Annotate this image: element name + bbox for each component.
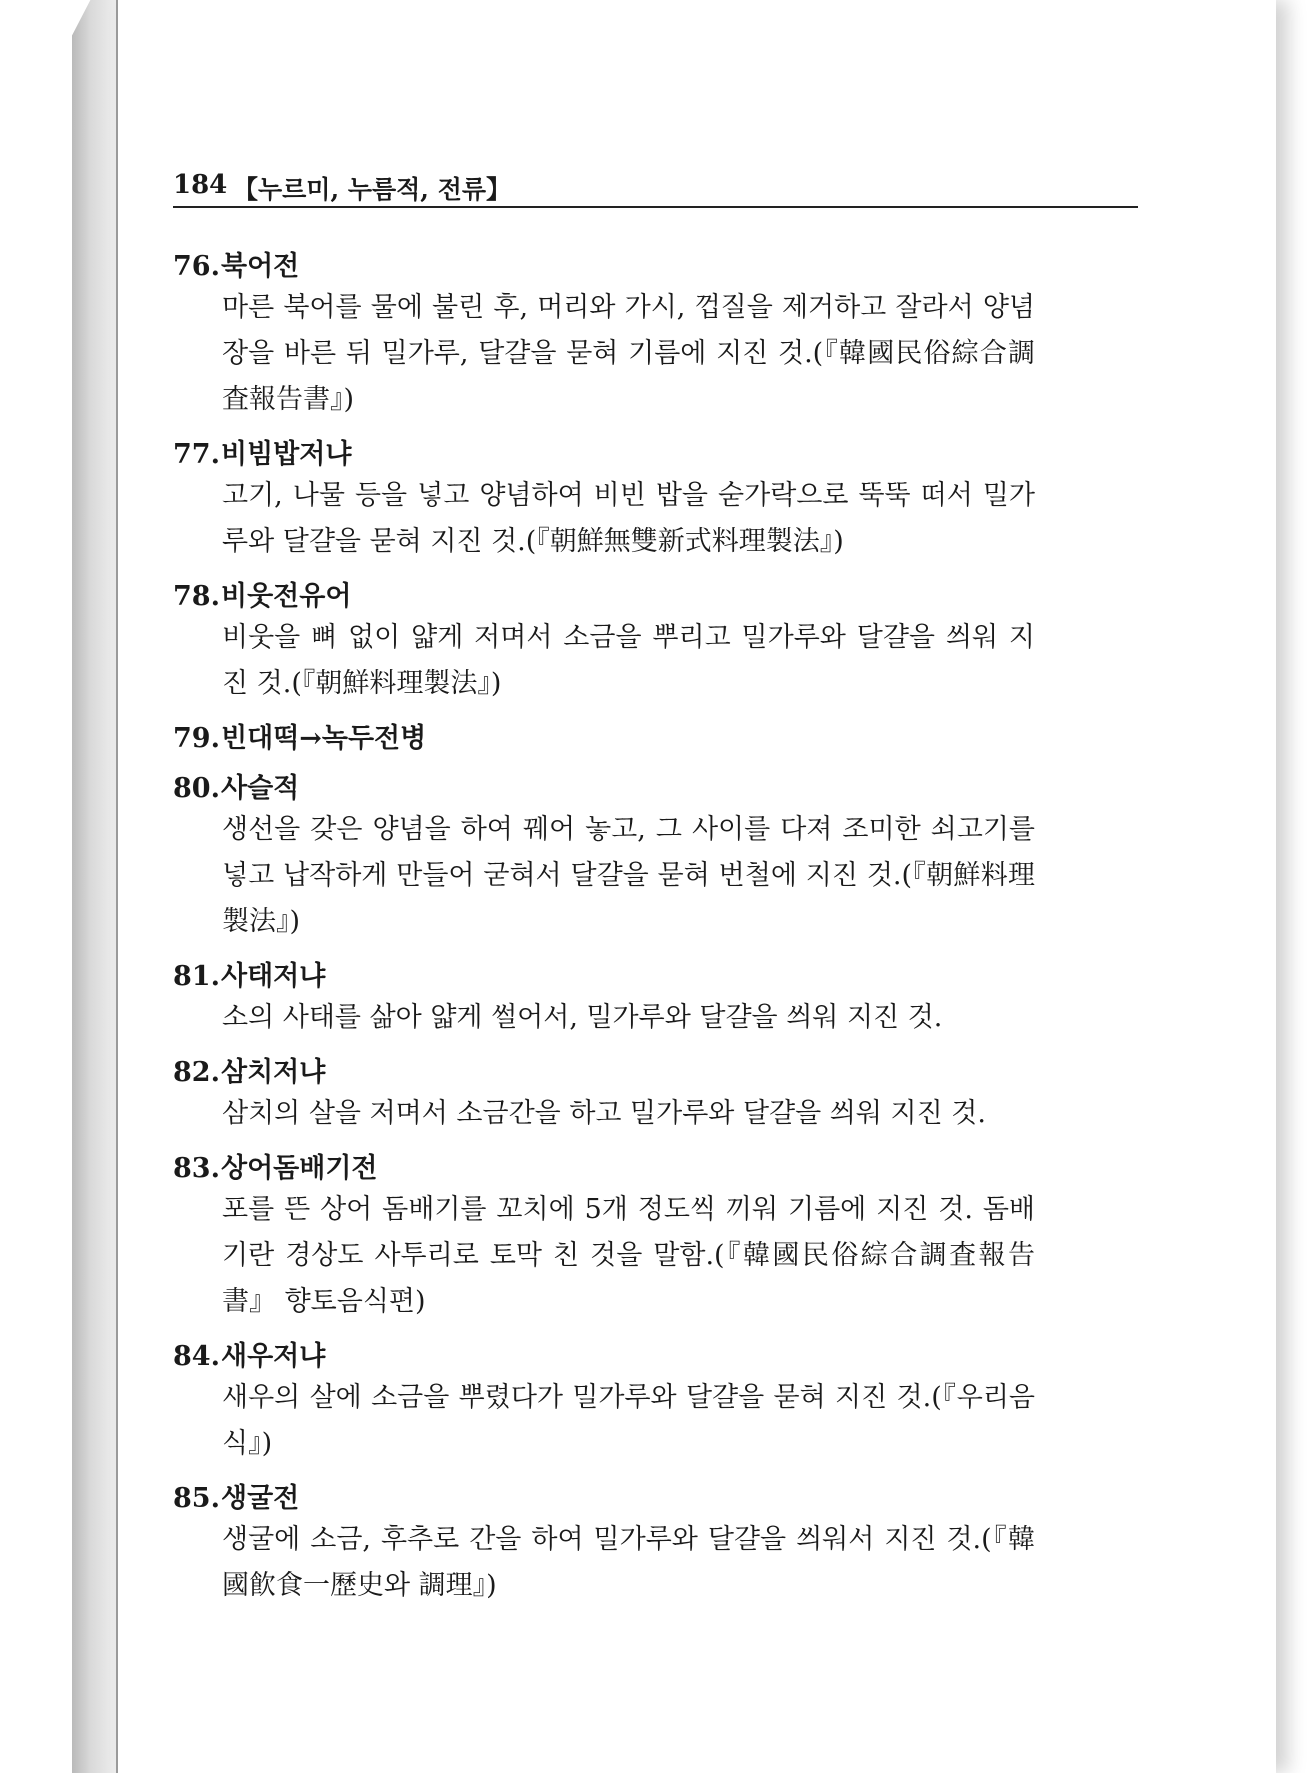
entry-title [173, 770, 1138, 807]
entry-name: 사슬적 [221, 773, 300, 804]
entry-number: 84. [173, 1341, 220, 1372]
entry-description: 포를 뜬 상어 돔배기를 꼬치에 5개 정도씩 끼워 기름에 지진 것. 돔배기란 경상도 사투리로 토막 친 것을 말함.(『韓國民俗綜合調査報告書』 향토음식편) [222, 1194, 1035, 1317]
page-number: 184 [173, 170, 228, 200]
entry-description: 삼치의 살을 저며서 소금간을 하고 밀가루와 달걀을 씌워 지진 것. [222, 1098, 986, 1129]
entry-title [173, 958, 1138, 995]
list-item [173, 1338, 1138, 1467]
entry-name: 빈대떡→녹두전병 [221, 723, 427, 754]
entry-name: 생굴전 [221, 1483, 300, 1514]
entry-title [173, 1054, 1138, 1091]
entry-number: 80. [173, 773, 220, 804]
entry-title [173, 248, 1138, 285]
entry-title [173, 578, 1138, 615]
entry-name: 사태저냐 [221, 961, 326, 992]
entry-name: 북어전 [221, 251, 300, 282]
list-item [173, 1150, 1138, 1325]
entry-description: 생선을 갖은 양념을 하여 꿰어 놓고, 그 사이를 다져 조미한 쇠고기를 넣고 납작하게 만들어 굳혀서 달걀을 묻혀 번철에 지진 것.(『朝鮮料理製法』) [222, 814, 1035, 937]
entry-name: 삼치저냐 [221, 1057, 326, 1088]
entry-number: 77. [173, 439, 220, 470]
entry-description: 비웃을 뼈 없이 얇게 저며서 소금을 뿌리고 밀가루와 달걀을 씌워 지진 것.(『朝鮮料理製法』) [222, 622, 1035, 699]
entry-number: 83. [173, 1153, 220, 1184]
entry-title [173, 436, 1138, 473]
list-item [173, 720, 1138, 757]
entry-name: 비빔밥저냐 [221, 439, 352, 470]
list-item [173, 248, 1138, 423]
entry-number: 78. [173, 581, 220, 612]
entry-number: 81. [173, 961, 220, 992]
entry-name: 새우저냐 [221, 1341, 326, 1372]
entry-description: 고기, 나물 등을 넣고 양념하여 비빈 밥을 숟가락으로 뚝뚝 떠서 밀가루와 달걀을 묻혀 지진 것.(『朝鮮無雙新式料理製法』) [222, 480, 1035, 557]
entry-number: 85. [173, 1483, 220, 1514]
list-item [173, 436, 1138, 565]
entry-number: 76. [173, 251, 220, 282]
entry-name: 비웃전유어 [221, 581, 352, 612]
entry-name: 상어돔배기전 [221, 1153, 378, 1184]
entry-title [173, 720, 1138, 757]
entry-list [173, 248, 1138, 1622]
page-header [173, 170, 1138, 208]
list-item [173, 770, 1138, 945]
entry-title [173, 1150, 1138, 1187]
entry-description: 소의 사태를 삶아 얇게 썰어서, 밀가루와 달걀을 씌워 지진 것. [222, 1002, 943, 1033]
book-spine-edge [72, 0, 118, 1773]
list-item [173, 1054, 1138, 1137]
entry-title [173, 1338, 1138, 1375]
entry-number: 82. [173, 1057, 220, 1088]
entry-description: 새우의 살에 소금을 뿌렸다가 밀가루와 달걀을 묻혀 지진 것.(『우리음식』) [222, 1382, 1035, 1459]
list-item [173, 1480, 1138, 1609]
entry-title [173, 1480, 1138, 1517]
entry-description: 생굴에 소금, 후추로 간을 하여 밀가루와 달걀을 씌워서 지진 것.(『韓國飮食一歷史와 調理』) [222, 1524, 1035, 1601]
entry-number: 79. [173, 723, 220, 754]
entry-description: 마른 북어를 물에 불린 후, 머리와 가시, 껍질을 제거하고 잘라서 양념장을 바른 뒤 밀가루, 달걀을 묻혀 기름에 지진 것.(『韓國民俗綜合調査報告書』) [222, 292, 1035, 415]
list-item [173, 578, 1138, 707]
section-title: 【누르미, 누름적, 전류】 [233, 175, 512, 204]
list-item [173, 958, 1138, 1041]
